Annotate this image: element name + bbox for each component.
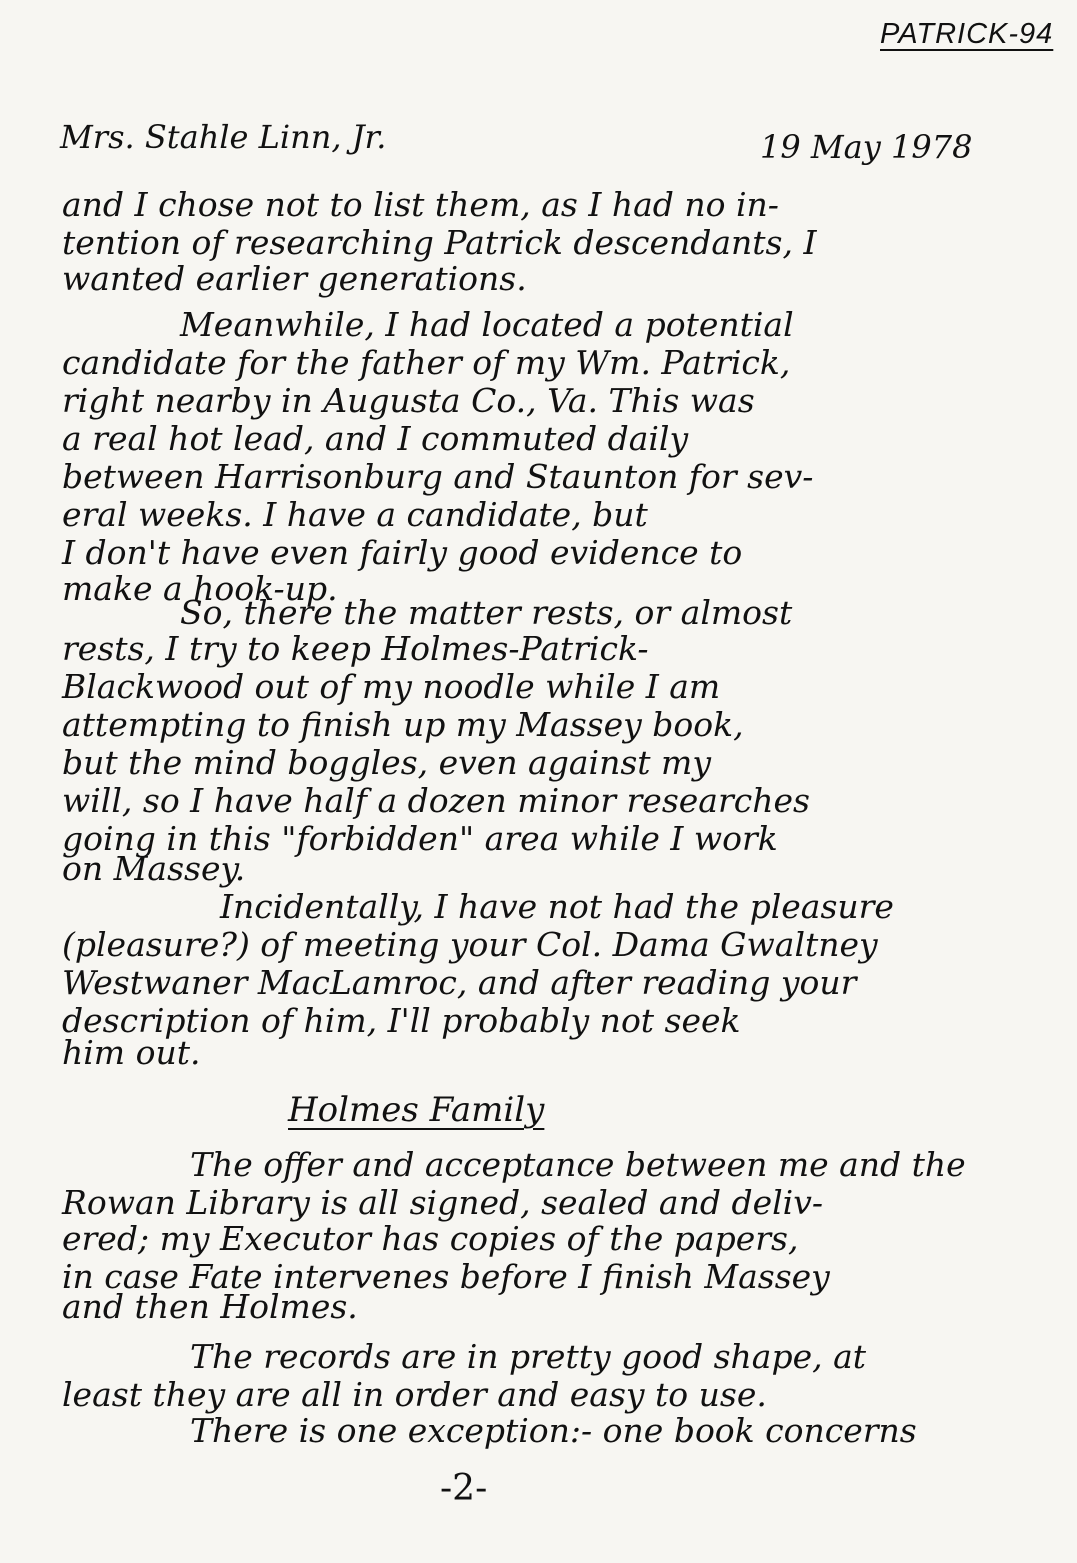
body-line: So, there the matter rests, or almost [180, 593, 793, 632]
body-line: Incidentally, I have not had the pleasure [220, 887, 894, 926]
body-line: a real hot lead, and I commuted daily [62, 419, 689, 458]
body-line: will, so I have half a dozen minor researches [62, 781, 810, 820]
body-line: right nearby in Augusta Co., Va. This was [62, 381, 755, 420]
body-line: The offer and acceptance between me and the [190, 1145, 966, 1184]
body-line: The records are in pretty good shape, at [190, 1337, 867, 1376]
body-line: him out. [62, 1033, 201, 1072]
body-line: (pleasure?) of meeting your Col. Dama Gwaltney [62, 925, 878, 964]
body-line: between Harrisonburg and Staunton for sev- [62, 457, 814, 496]
body-line: tention of researching Patrick descendants, I [62, 223, 817, 262]
body-line: and I chose not to list them, as I had no in- [62, 185, 779, 224]
body-line: description of him, I'll probably not seek [62, 1001, 741, 1040]
body-line: eral weeks. I have a candidate, but [62, 495, 648, 534]
body-line: and then Holmes. [62, 1287, 358, 1326]
body-line: candidate for the father of my Wm. Patrick, [62, 343, 791, 382]
body-line: attempting to finish up my Massey book, [62, 705, 744, 744]
letter-date: 19 May 1978 [760, 128, 973, 166]
body-line: in case Fate intervenes before I finish Massey [62, 1257, 830, 1296]
addressee: Mrs. Stahle Linn, Jr. [60, 118, 387, 156]
page-number: -2- [440, 1468, 488, 1509]
body-line: going in this "forbidden" area while I work [62, 819, 778, 858]
body-line: on Massey. [62, 849, 246, 888]
body-line: Westwaner MacLamroc, and after reading your [62, 963, 857, 1002]
section-heading: Holmes Family [288, 1090, 545, 1130]
body-line: Rowan Library is all signed, sealed and deliv- [62, 1183, 824, 1222]
body-line: Blackwood out of my noodle while I am [62, 667, 721, 706]
body-line: There is one exception:- one book concerns [190, 1411, 917, 1450]
body-line: rests, I try to keep Holmes-Patrick- [62, 629, 649, 668]
body-line: make a hook-up. [62, 569, 338, 608]
document-reference: PATRICK-94 [880, 18, 1054, 50]
body-line: ered; my Executor has copies of the papers, [62, 1219, 799, 1258]
body-line: but the mind boggles, even against my [62, 743, 711, 782]
body-line: Meanwhile, I had located a potential [180, 305, 794, 344]
body-line: wanted earlier generations. [62, 259, 527, 298]
body-line: least they are all in order and easy to use. [62, 1375, 767, 1414]
body-line: I don't have even fairly good evidence to [62, 533, 743, 572]
